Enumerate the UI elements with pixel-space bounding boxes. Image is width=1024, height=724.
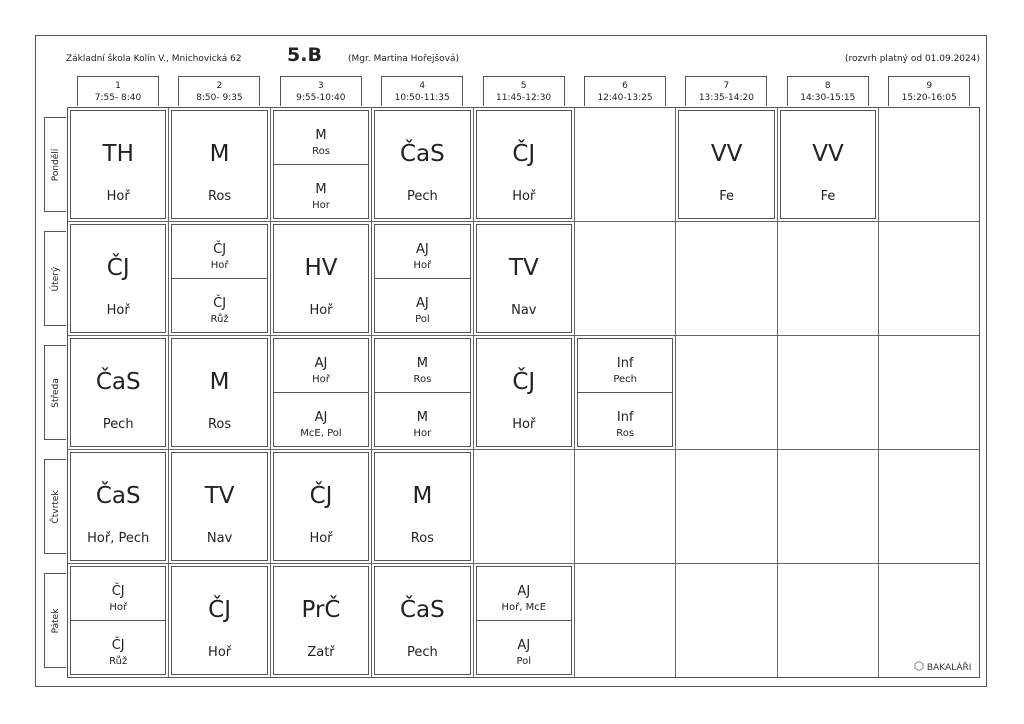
timetable-cell [474,108,575,222]
lesson-teacher: Hoř [210,260,229,271]
timetable-cell [879,336,979,450]
timetable-cell [372,564,473,677]
lesson-card [70,452,166,561]
lesson-teacher: Růž [109,655,128,667]
lesson-group [274,111,368,165]
lesson-card [171,110,267,219]
timetable-grid [67,107,980,678]
lesson-teacher: Ros [207,417,232,432]
day-name: Pátek [50,608,61,633]
timetable-cell [372,336,473,450]
timetable-cell [68,108,169,222]
lesson-teacher: Hor [312,199,330,211]
lesson-card [70,566,166,675]
timetable-cell [676,564,777,677]
lesson-teacher: Hoř [512,417,536,432]
lesson-card [374,224,470,333]
lesson-teacher: Pol [516,655,532,667]
lesson-card [273,452,369,561]
day-name: Pondělí [50,148,61,181]
lesson-teacher: Hoř, Pech [87,531,150,546]
timetable-cell [68,222,169,336]
timetable-cell [474,222,575,336]
lesson-subject: AJ [416,242,429,257]
timetable-cell [169,336,270,450]
timetable-cell [271,222,372,336]
timetable-cell [271,108,372,222]
timetable-cell [778,564,879,677]
timetable-cell [271,450,372,564]
period-time: 15:20-16:05 [901,93,957,103]
lesson-teacher: McE, Pol [300,427,342,439]
lesson-subject: ČJ [213,295,227,311]
timetable-cell [474,564,575,677]
lesson-card [273,338,369,447]
lesson-subject: AJ [314,409,328,425]
period-number: 5 [520,81,527,91]
lesson-teacher: Hoř [312,374,330,385]
lesson-teacher: Hoř [106,303,130,318]
timetable-cell [676,450,777,564]
lesson-card [171,566,267,675]
lesson-subject: M [412,483,433,509]
day-name: Čtvrtek [50,489,61,524]
day-name: Úterý [50,266,61,291]
lesson-subject: ČJ [106,255,130,281]
lesson-group [71,621,165,675]
period-time: 11:45-12:30 [496,93,552,103]
timetable-cell [372,222,473,336]
day-label [44,573,66,668]
lesson-teacher: Hoř [309,303,333,318]
timetable-cell [575,564,676,677]
lesson-group [578,339,672,393]
timetable-cell [879,222,979,336]
lesson-card [70,224,166,333]
period-number: 7 [723,81,730,91]
lesson-subject: Inf [616,356,634,371]
timetable-cell [778,450,879,564]
lesson-group [274,339,368,393]
timetable-cell [68,450,169,564]
timetable-cell [372,450,473,564]
period-number: 9 [926,81,933,91]
timetable-cell [778,222,879,336]
period-header [787,76,869,106]
day-label [44,231,66,326]
lesson-teacher: Hoř [106,189,130,204]
timetable-cell [676,336,777,450]
lesson-card [476,110,572,219]
period-time: 13:35-14:20 [698,93,754,103]
lesson-subject: ČaS [400,597,445,623]
lesson-subject: M [209,369,230,395]
lesson-card [171,224,267,333]
lesson-subject: TH [102,141,134,167]
timetable-cell [575,336,676,450]
timetable-cell [575,450,676,564]
day-label [44,459,66,554]
class-teacher: (Mgr. Martina Hořejšová) [348,54,460,64]
timetable-cell [169,450,270,564]
period-number: 4 [419,81,426,91]
lesson-card [374,566,470,675]
school-name: Základní škola Kolín V., Mnichovická 62 [66,54,242,64]
lesson-subject: M [209,141,230,167]
timetable-cell [676,108,777,222]
lesson-subject: ČJ [512,369,536,395]
lesson-subject: ČJ [309,483,333,509]
period-header [381,76,463,106]
lesson-teacher: Fe [719,189,734,204]
lesson-subject: TV [508,255,539,281]
lesson-subject: ČaS [400,141,445,167]
period-time: 9:55-10:40 [296,93,346,103]
lesson-teacher: Hoř [309,531,333,546]
timetable-cell [68,336,169,450]
period-number: 8 [824,81,831,91]
lesson-group [375,279,469,333]
timetable-cell [271,564,372,677]
lesson-subject: ČaS [95,369,141,395]
lesson-card [678,110,774,219]
lesson-teacher: Hoř [512,189,536,204]
lesson-teacher: Pech [613,374,638,385]
lesson-subject: ČJ [208,597,231,623]
lesson-card [273,566,369,675]
lesson-group [274,393,368,447]
lesson-teacher: Hoř, McE [501,602,547,613]
lesson-card [476,338,572,447]
lesson-teacher: Růž [210,313,229,325]
lesson-subject: AJ [517,584,531,599]
period-header [280,76,362,106]
lesson-subject: TV [204,483,235,509]
lesson-card [171,452,267,561]
lesson-teacher: Ros [312,146,330,157]
lesson-group [578,393,672,447]
lesson-card [273,224,369,333]
lesson-teacher: Hoř [413,260,432,271]
timetable-cell [169,564,270,677]
lesson-teacher: Ros [410,531,434,546]
lesson-subject: ČJ [213,242,227,257]
lesson-subject: ČJ [512,141,536,167]
lesson-teacher: Hor [413,427,432,439]
period-number: 3 [317,81,324,91]
lesson-card [780,110,876,219]
bakalari-logo-icon [914,663,927,673]
lesson-card [374,338,470,447]
bakalari-logo [914,661,971,673]
lesson-card [374,110,470,219]
timetable-cell [778,108,879,222]
lesson-card [70,338,166,447]
timetable-cell [271,336,372,450]
lesson-subject: AJ [314,356,328,371]
lesson-teacher: Zatř [307,645,335,660]
lesson-card [273,110,369,219]
timetable-cell [879,108,979,222]
period-number: 6 [622,81,628,91]
lesson-card [476,566,572,675]
lesson-subject: ČaS [95,483,141,509]
timetable-cell [169,222,270,336]
lesson-card [577,338,673,447]
lesson-group [375,225,469,279]
lesson-subject: AJ [517,637,531,653]
lesson-card [374,452,470,561]
lesson-subject: AJ [416,295,429,311]
period-header [483,76,565,106]
lesson-teacher: Nav [206,531,233,546]
lesson-group [274,165,368,219]
validity-date: (rozvrh platný od 01.09.2024) [845,54,980,64]
timetable-cell [879,450,979,564]
day-label [44,345,66,440]
lesson-group [172,279,266,333]
lesson-card [171,338,267,447]
timetable-cell [778,336,879,450]
class-name: 5.B [287,44,322,66]
lesson-subject: Inf [616,409,634,425]
lesson-card [476,224,572,333]
timetable-cell [474,336,575,450]
lesson-teacher: Pech [407,189,438,204]
period-header [888,76,970,106]
timetable-cell [474,450,575,564]
lesson-teacher: Hoř [109,602,128,613]
lesson-teacher: Ros [207,189,232,204]
period-number: 2 [216,81,223,91]
lesson-subject: ČJ [111,584,125,599]
timetable-cell [68,564,169,677]
lesson-subject: M [315,181,327,197]
lesson-group [375,393,469,447]
period-time: 7:55- 8:40 [94,93,142,103]
lesson-teacher: Pech [102,417,134,432]
lesson-subject: VV [812,141,844,167]
lesson-card [70,110,166,219]
lesson-teacher: Hoř [208,645,232,660]
timetable-cell [676,222,777,336]
lesson-subject: VV [710,141,743,167]
period-header [584,76,666,106]
period-time: 10:50-11:35 [394,93,450,103]
day-label [44,117,66,212]
lesson-teacher: Nav [511,303,537,318]
lesson-subject: PrČ [301,597,341,623]
lesson-subject: ČJ [111,637,125,653]
timetable-cell [169,108,270,222]
day-name: Středa [50,377,61,408]
lesson-subject: HV [304,255,338,281]
lesson-group [172,225,266,279]
timetable-cell [575,108,676,222]
bakalari-logo-text: BAKALÁŘI [926,663,972,673]
lesson-teacher: Ros [616,427,635,439]
period-number: 1 [115,81,121,91]
lesson-subject: M [416,356,428,371]
period-header [178,76,260,106]
lesson-teacher: Ros [413,374,432,385]
lesson-group [477,567,571,621]
lesson-group [71,567,165,621]
lesson-teacher: Fe [820,189,836,204]
lesson-group [477,621,571,675]
lesson-subject: M [416,409,428,425]
period-time: 14:30-15:15 [800,93,856,103]
period-time: 8:50- 9:35 [196,93,243,103]
lesson-teacher: Pech [407,645,438,660]
lesson-subject: M [315,128,327,143]
period-time: 12:40-13:25 [597,93,653,103]
timetable-cell [372,108,473,222]
period-header [685,76,767,106]
period-header [77,76,159,106]
lesson-group [375,339,469,393]
timetable-cell [575,222,676,336]
lesson-teacher: Pol [415,313,430,325]
